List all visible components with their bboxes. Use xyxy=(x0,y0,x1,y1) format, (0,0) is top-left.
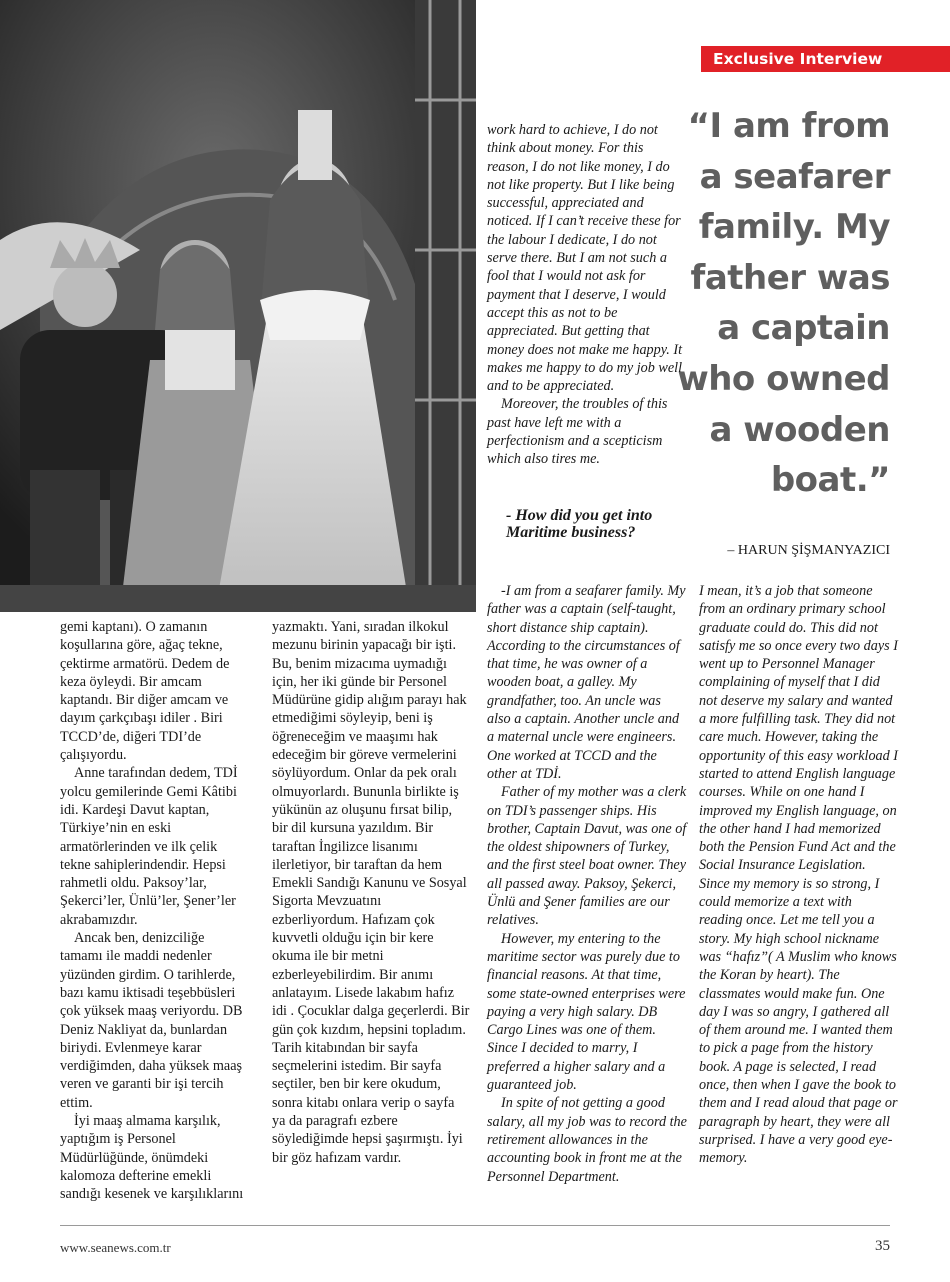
english-column-1-bottom xyxy=(487,582,687,1186)
photo xyxy=(0,0,476,612)
photo-illustration xyxy=(0,0,476,612)
section-banner: Exclusive Interview xyxy=(701,46,950,72)
interview-question: - How did you get into Maritime business? xyxy=(506,507,653,541)
page-number: 35 xyxy=(875,1238,890,1254)
footer-website-link[interactable]: www.seanews.com.tr xyxy=(60,1240,171,1255)
pull-quote-line: who owned xyxy=(677,358,890,399)
pull-quote-line: a seafarer xyxy=(699,156,890,197)
paragraph: I mean, it’s a job that someone from an ordinary primary school graduate could do. This did not satisfy me so once every two days I went up to Personnel Manager complaining of myself that I did not deserve my salary and wanted a more fulfilling task. They did not care much. However, taking the opportunity of this easy workload I started to attend English language courses. While on one hand I improved my English language, on the other hand I had memorized both the Pension Fund Act and the Social Insurance Legislation. Since my memory is so strong, I could memorize a text with reading once. Let me tell you a story. My high school nickname was “hafız”( A Muslim who knows the Koran by heart). The classmates would make fun. One day I was so angry, I gathered all of them around me. I wanted them to pick a page from the history book. A page is selected, I read once, then when I gave the book to them and I read aloud that page or paragraph by heart, they were all surprised. I have a very good eye-memory. xyxy=(699,583,899,1167)
pull-quote-line: family. My xyxy=(698,207,890,248)
paragraph: In spite of not getting a good salary, all my job was to record the retirement allowances in the accounting book in front me at the Personnel Department. xyxy=(487,1095,687,1185)
turkish-column-2 xyxy=(272,618,470,1167)
pull-quote-author: – HARUN ŞİŞMANYAZICI xyxy=(727,543,890,558)
pull-quote-line: boat.” xyxy=(770,460,890,501)
turkish-column-1 xyxy=(60,618,250,1204)
paragraph: Moreover, the troubles of this past have left me with a perfectionism and a scepticism which also tires me. xyxy=(487,396,668,468)
pull-quote-line: “I am from xyxy=(687,106,890,146)
paragraph: Ancak ben, denizciliğe tamamı ile maddi nedenler yüzünden girdim. O tarihlerde, bazı kamu iktisadi teşebbüsleri çok yüksek maaş veriyordu. DB Deniz Nakliyat da, bunlardan biriydi. Evlenmeye karar verdiğimden, daha yüksek maaş veren ve garanti bir işi tercih ettim. xyxy=(60,930,243,1111)
paragraph: Anne tarafından dedem, TDİ yolcu gemilerinde Gemi Kâtibi idi. Kardeşi Davut kaptan, Türkiye’nin en eski armatörlerinden ve ilk çelik tekne sahiplerindendir. Hepsi rahmetli oldu. Paksoy’lar, Şekerci’ler, Ünlü’ler, Şener’ler akrabamızdır. xyxy=(60,765,238,928)
pull-quote-line: father was xyxy=(690,257,890,298)
english-column-1-top xyxy=(487,121,687,469)
paragraph: İyi maaş almama karşılık, yaptığım iş Personel Müdürlüğünde, önümdeki kalomoza defterine emekli sandığı kesenek ve karşılıklarını xyxy=(60,1113,244,1203)
pull-quote-line: a captain xyxy=(717,308,890,349)
paragraph: However, my entering to the maritime sector was purely due to financial reasons. At that time, some state-owned enterprises were paying a very high salary. DB Cargo Lines was one of them. Since I decided to marry, I preferred a higher salary and a guaranteed job. xyxy=(487,930,686,1094)
pull-quote-line: a wooden xyxy=(709,409,890,450)
paragraph: -I am from a seafarer family. My father was a captain (self-taught, short distance ship captain). According to the circumstances of that time, he was owner of a wooden boat, a galley. My grandfather, too. An uncle was also a captain. Another uncle and a maternal uncle were engineers. One worked at TCCD and the other at TDİ. xyxy=(487,583,686,782)
paragraph: Father of my mother was a clerk on TDI’s passenger ships. His brother, Captain Davut, was one of the oldest shipowners of Turkey, and the first steel boat owner. They all passed away. Paksoy, Şekerci, Ünlü and Şener families are our relatives. xyxy=(487,784,687,929)
paragraph: gemi kaptanı). O zamanın koşullarına göre, ağaç tekne, çektirme armatörü. Dedem de keza öyleydi. Bir amcam kaptandı. Bir diğer amcam ve dayım çarkçıbaşı idiler . Biri TCCD’de, diğeri TDI’de çalışıyordu. xyxy=(60,619,230,764)
paragraph: yazmaktı. Yani, sıradan ilkokul mezunu birinin yapacağı bir işti. Bu, benim mizacıma uymadığı için, her iki günde bir Personel Müdürüne gidip alığım parayı hak etmediğimi söyleyip, beni iş öğreneceğim ve maaşımı hak edeceğim bir göreve vermelerini söylüyordum. Onlar da pek oralı olmuyorlardı. Bununla birlikte iş yükünün az oluşunu fırsat bilip, bir dil kursuna yazıldım. Bir taraftan İngilizce lisanımı ilerletiyor, bir taraftan da hem Emekli Sandığı Kanunu ve Sosyal Sigorta Mevzuatını ezberliyordum. Hafızam çok kuvvetli olduğu için bir kere okuma ile bir metni ezberleyebilirdim. Bir anımı anlatayım. Lisede lakabım hafız idi . Çocuklar dalga geçerlerdi. Bir gün çok kızdım, hepsini topladım. Tarih kitabından bir sayfa seçmelerini istedim. Bir sayfa seçtiler, ben bir kere okudum, sonra kitabı onlara verip o sayfa ya da paragrafı ezbere söylediğimde hepsi şaşırmıştı. İyi bir göz hafızam vardır. xyxy=(272,619,470,1166)
footer-divider xyxy=(60,1225,890,1226)
paragraph: work hard to achieve, I do not think about money. For this reason, I do not like money, I do not like property. But I like being successful, appreciated and noticed. If I can’t receive these for the labour I dedicate, I do not serve there. But I am not such a fool that I would not ask for payment that I deserve, I would accept this as not to be appreciated. But getting that money does not make me happy. It makes me happy to do my job well and to be appreciated. xyxy=(487,122,683,395)
english-column-2 xyxy=(699,582,899,1168)
